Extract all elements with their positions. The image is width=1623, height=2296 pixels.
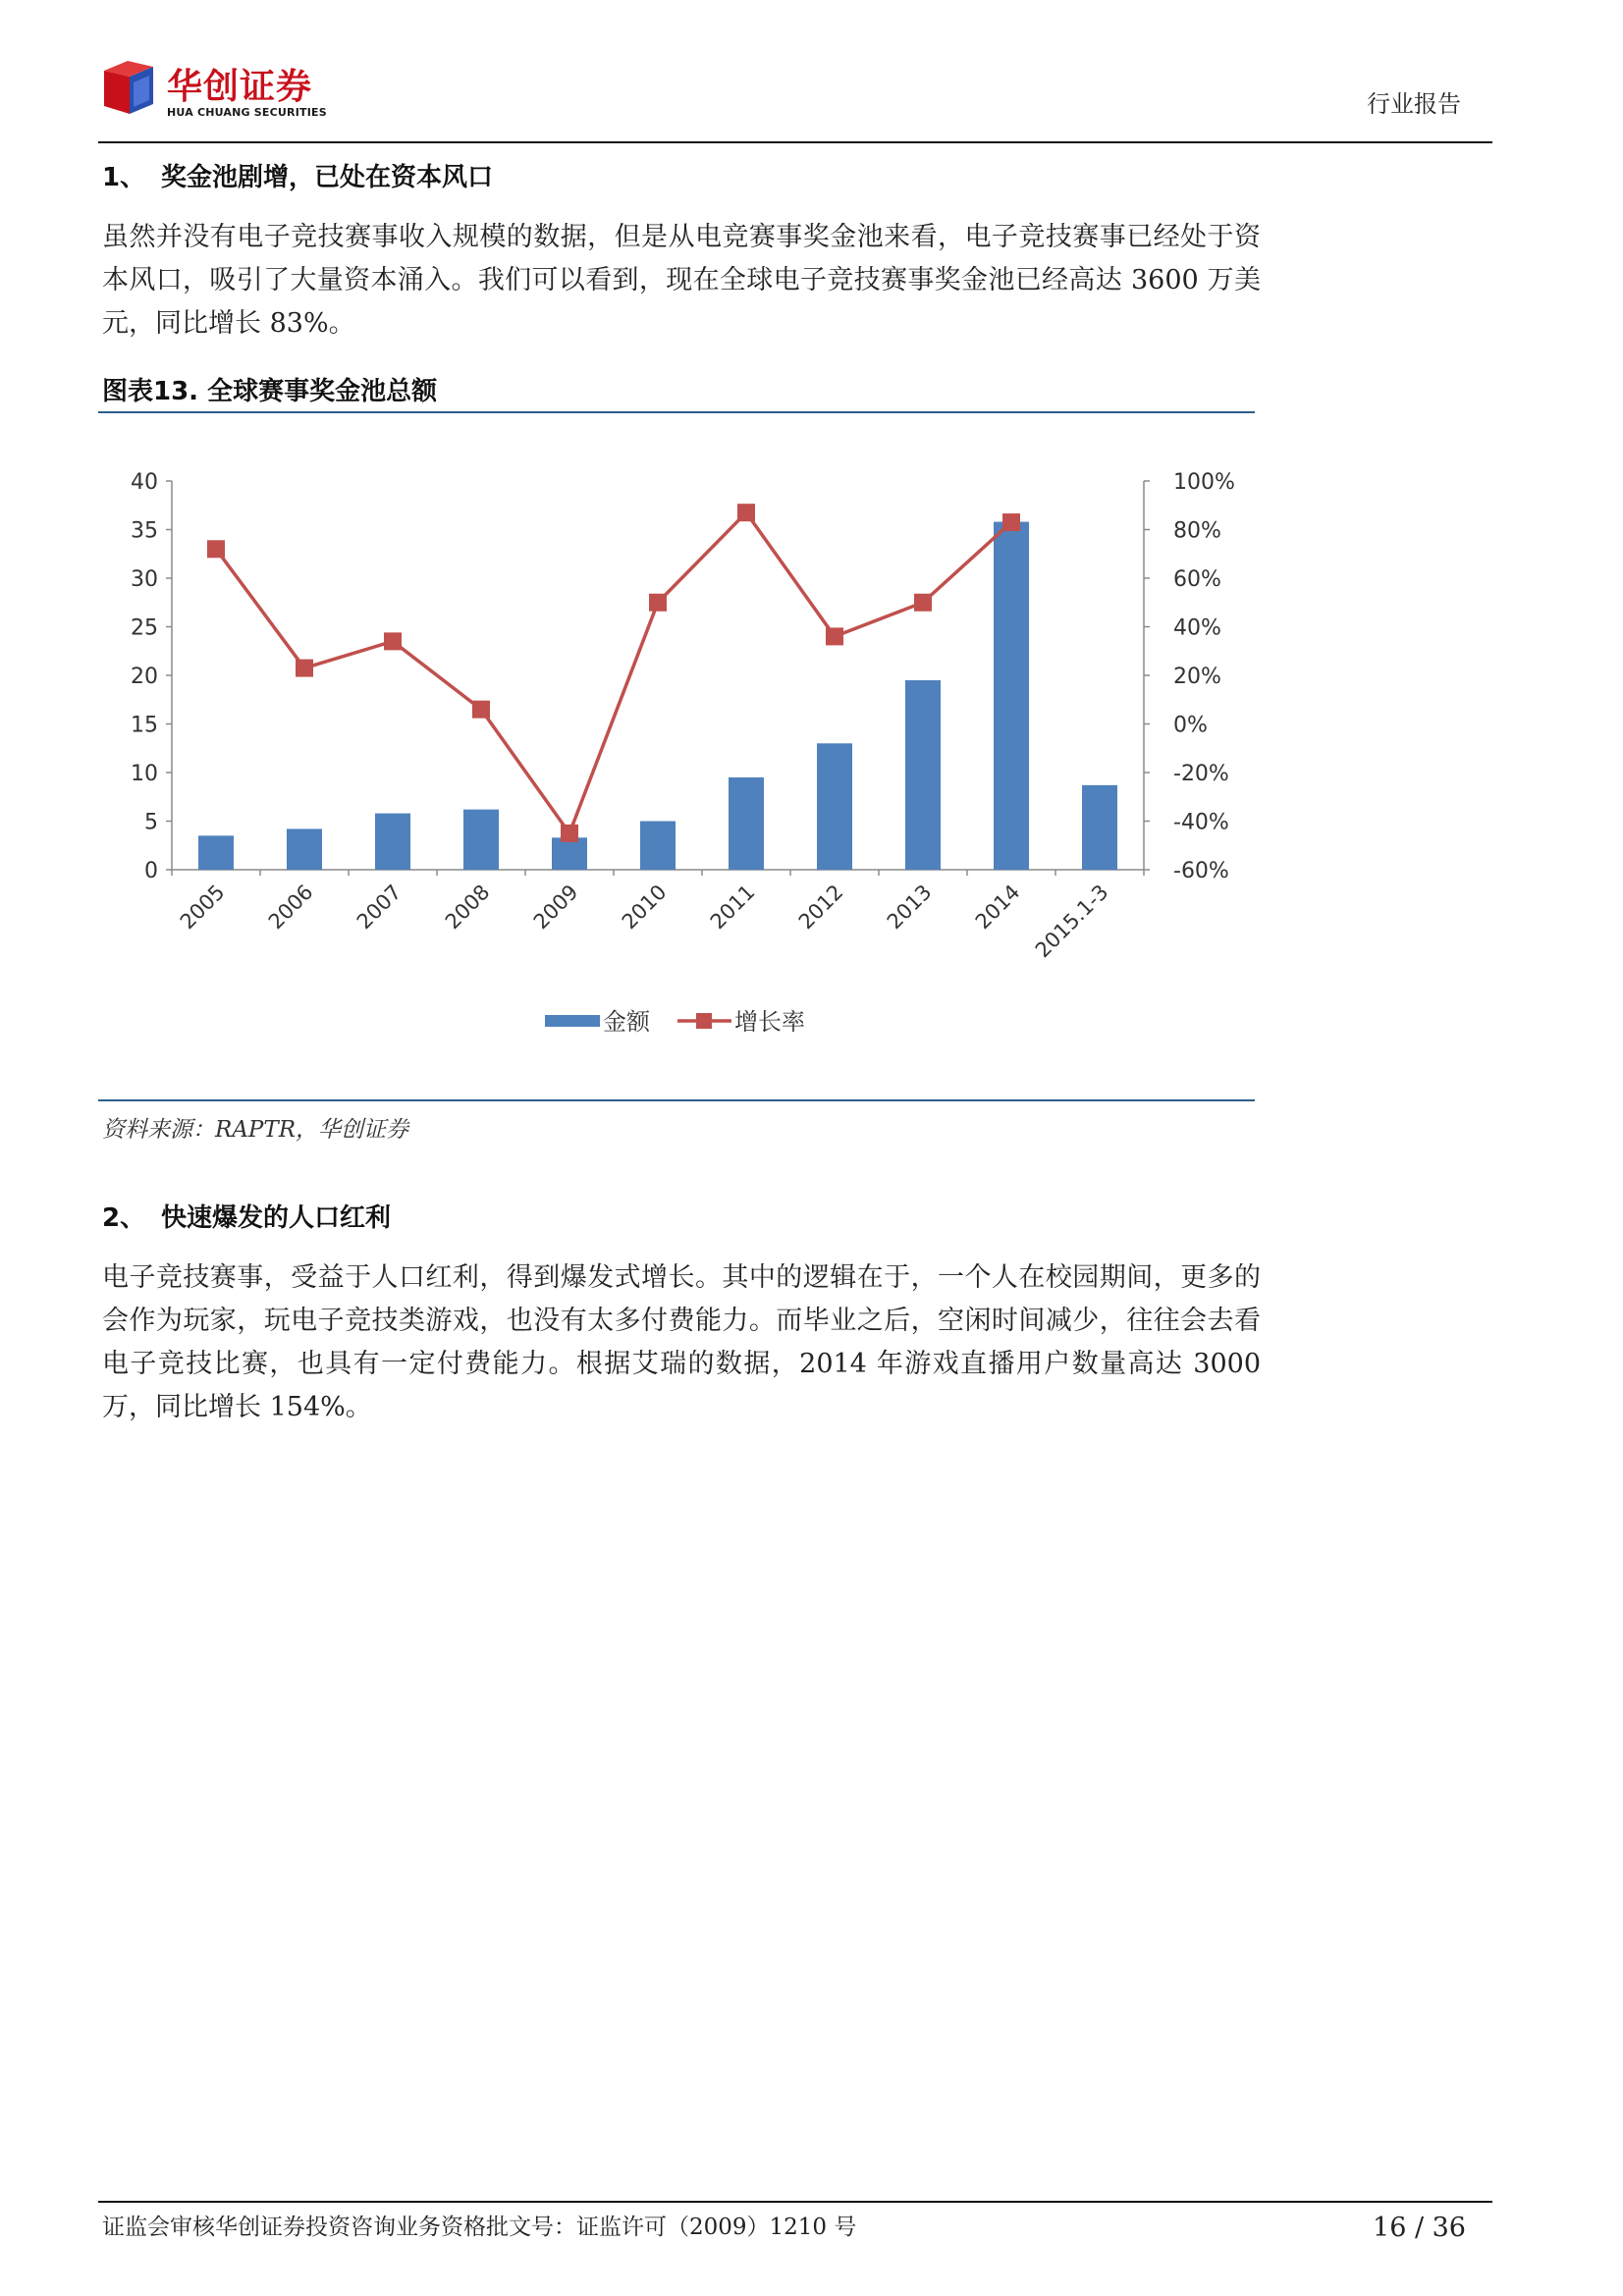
x-tick-label: 2006 (263, 880, 318, 934)
legend-bar-label: 金额 (603, 1008, 650, 1036)
figure-title: 图表13. 全球赛事奖金池总额 (102, 377, 438, 406)
right-tick-label: 80% (1173, 518, 1221, 544)
left-tick-label: 40 (131, 470, 158, 495)
footer-license-text: 证监会审核华创证券投资咨询业务资格批文号：证监许可（2009）1210 号 (102, 2215, 857, 2240)
bar-2008 (463, 810, 499, 870)
section-1-paragraph: 虽然并没有电子竞技赛事收入规模的数据，但是从电竞赛事奖金池来看，电子竞技赛事已经处于资本风口，吸引了大量资本涌入。我们可以看到，现在全球电子竞技赛事奖金池已经高达 3600 万美元，同比增长 83%。 (102, 222, 1261, 339)
bar-2013 (905, 680, 941, 870)
section-1-heading (102, 157, 493, 193)
left-tick-label: 35 (131, 518, 158, 544)
x-tick-label: 2012 (793, 880, 848, 934)
growth-point-2008 (472, 701, 490, 719)
growth-point-2011 (737, 504, 755, 521)
growth-point-2010 (649, 594, 667, 612)
footer-divider (98, 2201, 1492, 2203)
right-tick-label: -20% (1173, 762, 1229, 786)
figure-top-rule (98, 411, 1255, 413)
x-tick-label: 2005 (175, 880, 230, 934)
logo-text-en: HUA CHUANG SECURITIES (167, 106, 327, 119)
left-tick-label: 30 (131, 567, 158, 592)
left-tick-label: 0 (144, 859, 158, 883)
bar-2006 (287, 828, 322, 870)
right-tick-label: 60% (1173, 567, 1221, 592)
growth-point-2006 (296, 660, 313, 677)
legend-line-marker (696, 1013, 712, 1029)
legend-bar-swatch (545, 1015, 600, 1027)
left-tick-label: 10 (131, 762, 158, 786)
growth-point-2012 (826, 627, 843, 645)
figure-bottom-rule (98, 1099, 1255, 1101)
right-tick-label: 40% (1173, 615, 1221, 641)
bar-2015.1-3 (1082, 785, 1117, 870)
x-tick-label: 2007 (352, 880, 406, 934)
growth-point-2014 (1002, 513, 1020, 531)
legend-line-label: 增长率 (734, 1008, 805, 1036)
bar-2005 (198, 835, 234, 870)
x-tick-label: 2011 (705, 880, 760, 934)
growth-point-2007 (384, 632, 402, 650)
section-1-number: 1、 (102, 163, 146, 192)
right-tick-label: 0% (1173, 713, 1208, 738)
bar-2009 (552, 837, 587, 870)
x-tick-label: 2015.1-3 (1030, 880, 1113, 963)
section-2-title: 快速爆发的人口红利 (161, 1203, 392, 1233)
left-tick-label: 20 (131, 665, 158, 689)
growth-point-2013 (914, 594, 932, 612)
growth-point-2009 (561, 825, 578, 842)
report-type-label: 行业报告 (1367, 90, 1461, 118)
x-tick-label: 2013 (882, 880, 937, 934)
section-1-title: 奖金池剧增，已处在资本风口 (161, 163, 494, 192)
section-2-paragraph: 电子竞技赛事，受益于人口红利，得到爆发式增长。其中的逻辑在于，一个人在校园期间，更多的会作为玩家，玩电子竞技类游戏，也没有太多付费能力。而毕业之后，空闲时间减少，往往会去看电子竞技比赛，也具有一定付费能力。根据艾瑞的数据，2014 年游戏直播用户数量高达 3000 万，同比增长 154%。 (102, 1262, 1261, 1422)
section-2-number: 2、 (102, 1203, 146, 1233)
logo-text-cn: 华创证券 (167, 67, 313, 107)
left-tick-label: 15 (131, 713, 158, 738)
left-tick-label: 25 (131, 615, 158, 641)
x-tick-label: 2010 (617, 880, 672, 934)
section-2-heading (102, 1198, 391, 1234)
growth-rate-line (216, 512, 1011, 833)
bar-2012 (817, 743, 852, 870)
right-tick-label: 20% (1173, 665, 1221, 689)
bar-2007 (375, 814, 410, 870)
right-tick-label: -60% (1173, 859, 1229, 883)
left-tick-label: 5 (144, 810, 158, 835)
x-tick-label: 2009 (528, 880, 583, 934)
bar-2010 (640, 822, 676, 871)
company-logo (98, 57, 344, 126)
x-tick-label: 2008 (440, 880, 495, 934)
x-tick-label: 2014 (970, 880, 1025, 934)
page-number: 16 / 36 (1373, 2213, 1466, 2243)
figure-source: 资料来源：RAPTR，华创证券 (102, 1117, 409, 1143)
growth-point-2005 (207, 540, 225, 558)
right-tick-label: 100% (1173, 470, 1235, 495)
bar-2011 (729, 777, 764, 870)
logo-cube-icon (98, 57, 159, 120)
bar-2014 (994, 522, 1029, 870)
header-divider (98, 141, 1492, 143)
right-tick-label: -40% (1173, 810, 1229, 835)
prize-pool-chart (98, 432, 1257, 1080)
